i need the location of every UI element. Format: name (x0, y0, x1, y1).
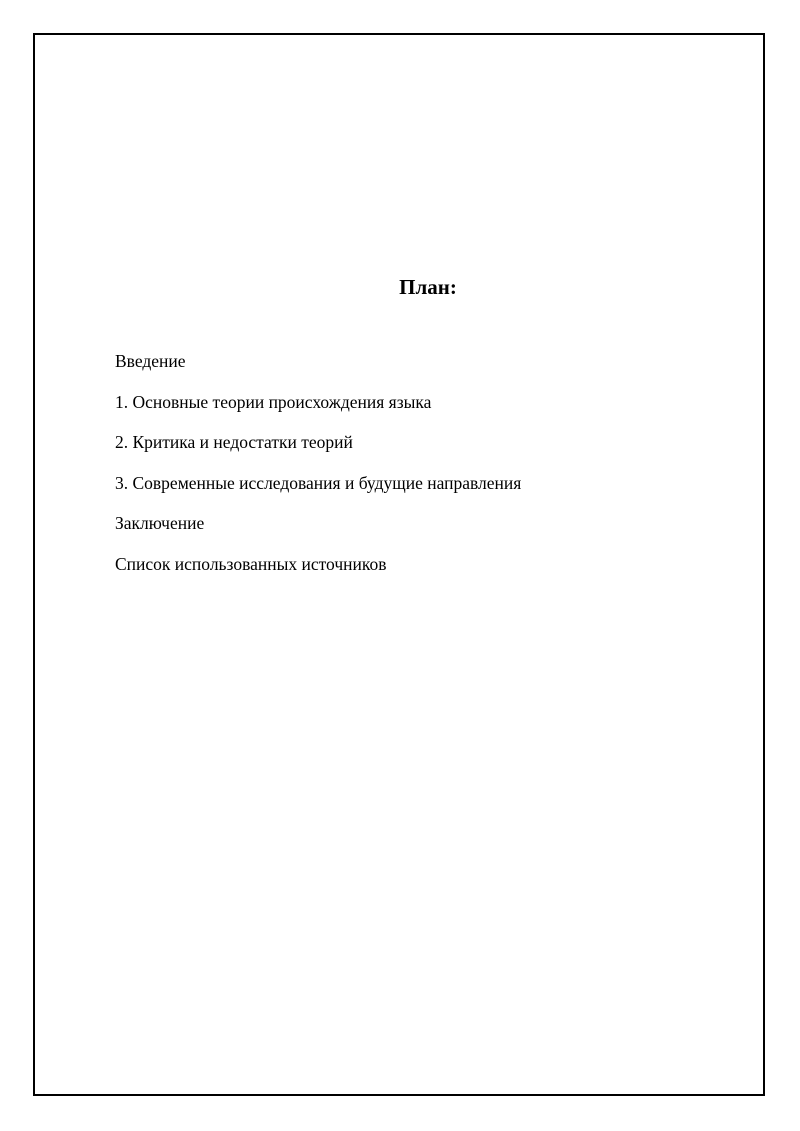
page-title: План: (399, 275, 457, 299)
toc-item-chapter-2: 2. Критика и недостатки теорий (115, 432, 353, 452)
table-of-contents (115, 351, 521, 594)
toc-item-references: Список использованных источников (115, 553, 387, 574)
toc-item-introduction: Введение (115, 351, 186, 371)
toc-item-conclusion: Заключение (115, 513, 205, 533)
toc-item-chapter-1: 1. Основные теории происхождения языка (115, 391, 432, 412)
toc-item-chapter-3: 3. Современные исследования и будущие направления (115, 472, 522, 493)
